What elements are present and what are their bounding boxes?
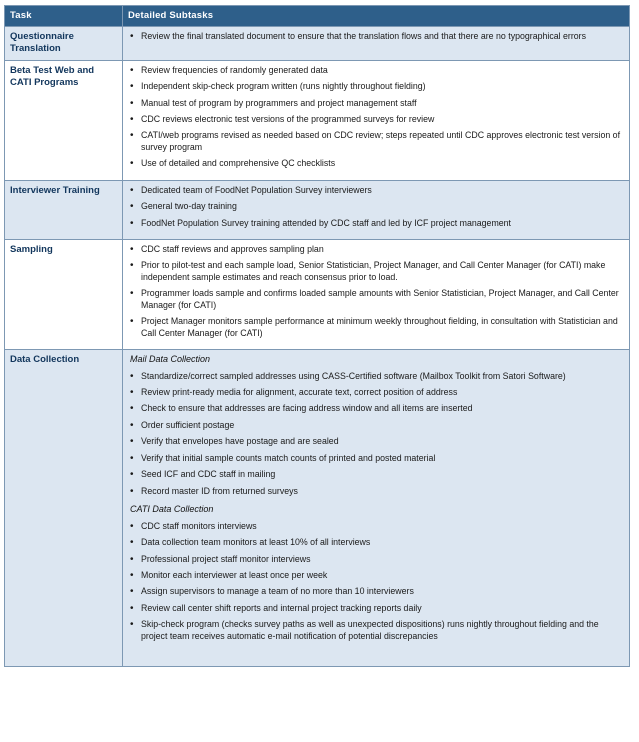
- subtask-group-heading: CATI Data Collection: [130, 503, 214, 514]
- task-name: Interviewer Training: [5, 180, 123, 239]
- table-row: [5, 349, 630, 666]
- table-header: [5, 6, 630, 27]
- table-row: [5, 60, 630, 180]
- list-item: • Check to ensure that addresses are facing address window and all items are inserted: [128, 403, 624, 414]
- list-item: • Review call center shift reports and internal project tracking reports daily: [128, 603, 624, 614]
- task-name: Questionnaire Translation: [5, 27, 123, 61]
- subtask-list-cell: [123, 60, 630, 180]
- list-item: • Manual test of program by programmers and project management staff: [128, 98, 624, 109]
- subtask-list: [128, 65, 624, 170]
- list-item: • CDC reviews electronic test versions of the programmed surveys for review: [128, 114, 624, 125]
- table-row: [5, 239, 630, 349]
- subtask-list: [128, 244, 624, 339]
- list-item: • CATI/web programs revised as needed based on CDC review; steps repeated until CDC approves electronic test version of survey program: [128, 130, 624, 153]
- task-name: Data Collection: [5, 349, 123, 666]
- table-row: [5, 180, 630, 239]
- subtask-list-cell: [123, 349, 630, 666]
- cell-bottom-spacer: [128, 647, 624, 661]
- list-item: • Verify that envelopes have postage and are sealed: [128, 436, 624, 447]
- quality-control-table: [4, 5, 630, 667]
- subtask-list-cell: [123, 239, 630, 349]
- list-item: • Use of detailed and comprehensive QC checklists: [128, 158, 624, 169]
- table-body: [5, 27, 630, 667]
- list-item: • Prior to pilot-test and each sample load, Senior Statistician, Project Manager, and Call Center Manager (for CATI) make independent sample estimates and reach consensus prior to load.: [128, 260, 624, 283]
- list-item: • Programmer loads sample and confirms loaded sample amounts with Senior Statistician, Project Manager, and Call Center Manager (for CATI): [128, 288, 624, 311]
- list-item: • Project Manager monitors sample performance at minimum weekly throughout fielding, in consultation with Statistician and Call Center Manager (for CATI): [128, 316, 624, 339]
- list-item: • Monitor each interviewer at least once per week: [128, 570, 624, 581]
- list-item: • CDC staff monitors interviews: [128, 521, 624, 532]
- list-item: • Verify that initial sample counts match counts of printed and posted material: [128, 453, 624, 464]
- column-header-task: Task: [5, 6, 123, 27]
- task-name: Sampling: [5, 239, 123, 349]
- subtask-group-heading: Mail Data Collection: [130, 353, 211, 364]
- list-item: • Seed ICF and CDC staff in mailing: [128, 469, 624, 480]
- list-item: • Assign supervisors to manage a team of no more than 10 interviewers: [128, 586, 624, 597]
- list-item: • Independent skip-check program written (runs nightly throughout fielding): [128, 81, 624, 92]
- list-item: • CDC staff reviews and approves sampling plan: [128, 244, 624, 255]
- list-item: • Standardize/correct sampled addresses using CASS-Certified software (Mailbox Toolkit from Satori Software): [128, 371, 624, 382]
- subtask-list-cell: [123, 27, 630, 61]
- list-item: • Review frequencies of randomly generated data: [128, 65, 624, 76]
- subtask-list: [128, 31, 624, 42]
- list-item: • Professional project staff monitor interviews: [128, 554, 624, 565]
- list-item: • Dedicated team of FoodNet Population Survey interviewers: [128, 185, 624, 196]
- subtask-list: [128, 354, 624, 642]
- list-item: • Skip-check program (checks survey paths as well as unexpected dispositions) runs nightly throughout fielding and the project team receives automatic e-mail notification of potential discrepancies: [128, 619, 624, 642]
- subtask-list-cell: [123, 180, 630, 239]
- table-header-row: [5, 6, 630, 27]
- list-item: • Review print-ready media for alignment, accurate text, correct position of address: [128, 387, 624, 398]
- subtask-list: [128, 185, 624, 229]
- table-row: [5, 27, 630, 61]
- list-item: • General two-day training: [128, 201, 624, 212]
- list-item: • FoodNet Population Survey training attended by CDC staff and led by ICF project management: [128, 218, 624, 229]
- task-name: Beta Test Web and CATI Programs: [5, 60, 123, 180]
- list-item: • Record master ID from returned surveys: [128, 486, 624, 497]
- column-header-subtasks: Detailed Subtasks: [123, 6, 630, 27]
- list-item: • Data collection team monitors at least 10% of all interviews: [128, 537, 624, 548]
- list-item: • Order sufficient postage: [128, 420, 624, 431]
- list-item: • Review the final translated document to ensure that the translation flows and that there are no typographical errors: [128, 31, 624, 42]
